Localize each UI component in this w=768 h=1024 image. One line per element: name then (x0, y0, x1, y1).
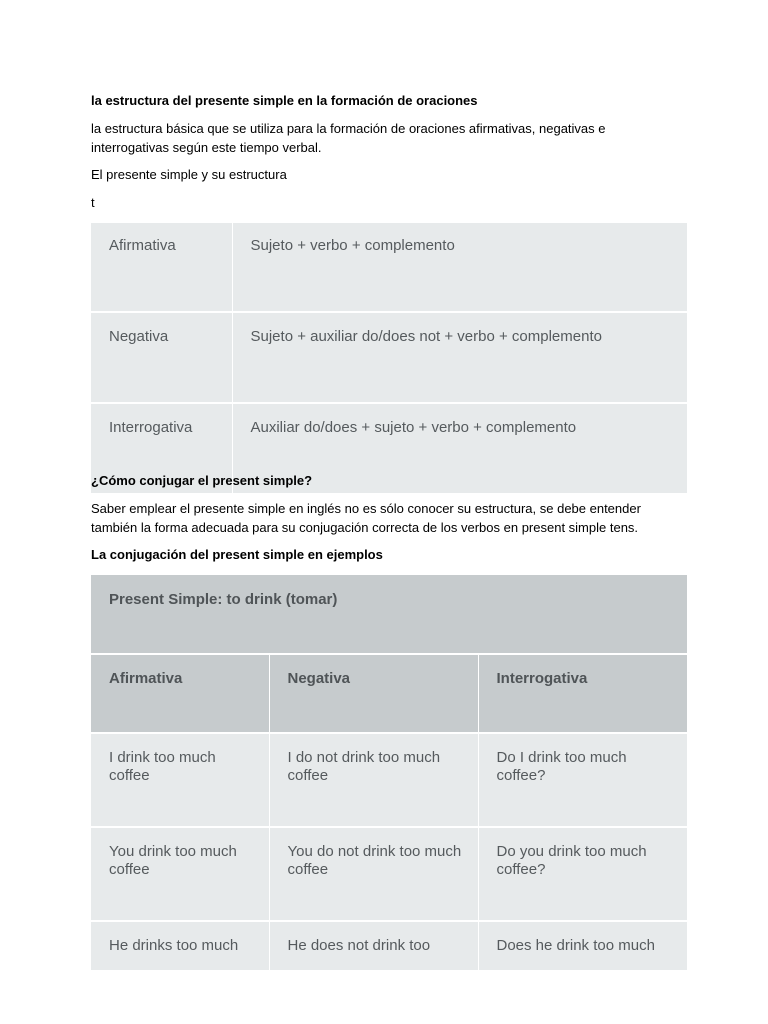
conjugation-table (91, 575, 687, 970)
formula-cell: Auxiliar do/does + sujeto + verbo + complemento (232, 403, 687, 493)
section-title: la estructura del presente simple en la formación de oraciones (91, 93, 478, 108)
sentence-type-cell: Interrogativa (91, 403, 232, 493)
table-row (91, 223, 687, 312)
table-cell: Do I drink too much coffee? (478, 733, 687, 827)
stray-text: t (91, 195, 95, 210)
formula-cell: Sujeto + verbo + complemento (232, 223, 687, 312)
column-header-negativa: Negativa (269, 654, 478, 733)
formula-cell: Sujeto + auxiliar do/does not + verbo + complemento (232, 312, 687, 403)
table-cell: Does he drink too much (478, 921, 687, 970)
table-row (91, 827, 687, 921)
table-cell: You do not drink too much coffee (269, 827, 478, 921)
conjugation-heading: ¿Cómo conjugar el present simple? (91, 473, 313, 488)
table-cell: He does not drink too (269, 921, 478, 970)
table-row (91, 921, 687, 970)
table-title-row (91, 575, 687, 654)
examples-heading: La conjugación del present simple en ejemplos (91, 547, 383, 562)
table-cell: I drink too much coffee (91, 733, 269, 827)
table-title: Present Simple: to drink (tomar) (91, 575, 687, 654)
table-row (91, 733, 687, 827)
table-cell: You drink too much coffee (91, 827, 269, 921)
table-cell: Do you drink too much coffee? (478, 827, 687, 921)
conjugation-paragraph: Saber emplear el presente simple en inglés no es sólo conocer su estructura, se debe entender también la forma adecuada para su conjugación correcta de los verbos en present simple tens. (91, 501, 641, 535)
sentence-type-cell: Negativa (91, 312, 232, 403)
structure-table (91, 223, 687, 493)
column-header-afirmativa: Afirmativa (91, 654, 269, 733)
column-header-interrogativa: Interrogativa (478, 654, 687, 733)
table-cell: He drinks too much (91, 921, 269, 970)
intro-paragraph: la estructura básica que se utiliza para la formación de oraciones afirmativas, negativas e interrogativas según este tiempo verbal. (91, 121, 606, 155)
table-cell: I do not drink too much coffee (269, 733, 478, 827)
table-header-row (91, 654, 687, 733)
sentence-type-cell: Afirmativa (91, 223, 232, 312)
structure-subtitle: El presente simple y su estructura (91, 167, 287, 182)
table-row (91, 312, 687, 403)
